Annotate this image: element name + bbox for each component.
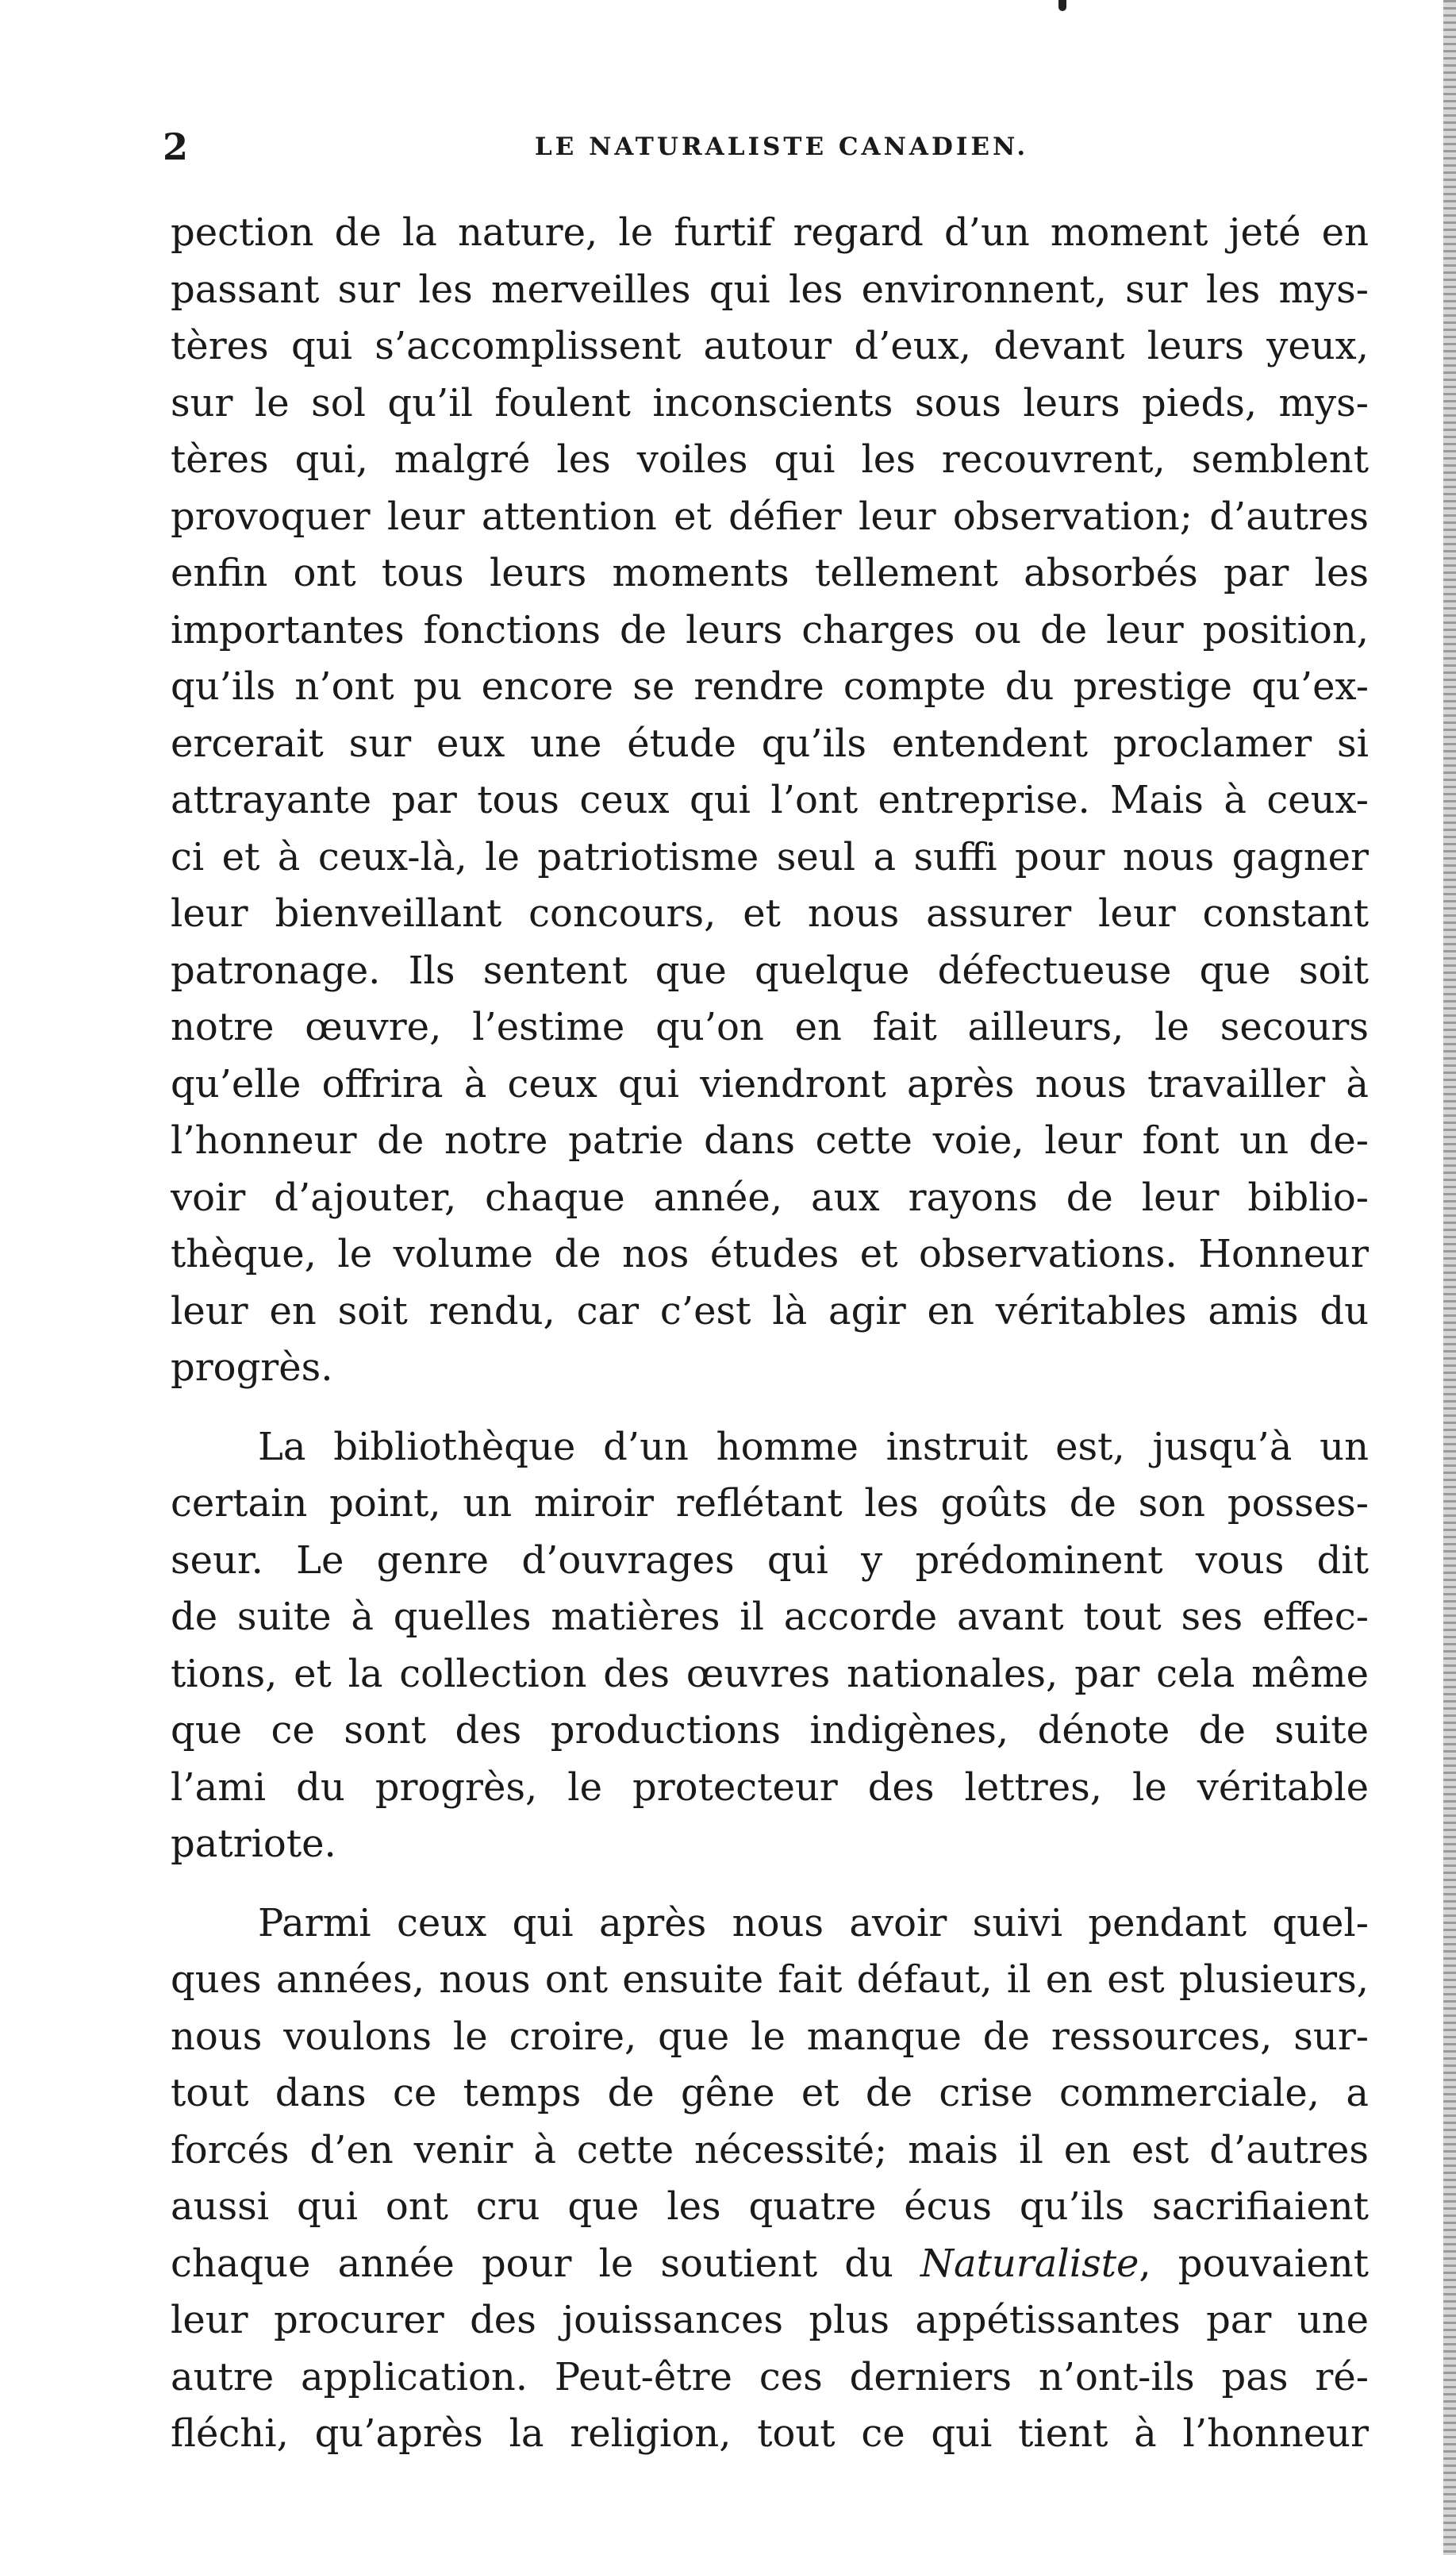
page-edge-shadow [1443,0,1456,2555]
page-header [163,119,1369,175]
paragraph [171,205,1369,1397]
text-line: leur bienveillant concours, et nous assurer leur constant [171,891,1369,936]
text-line: nous voulons le croire, que le manque de ressources, sur- [171,2014,1369,2059]
text-line: fléchi, qu’après la religion, tout ce qui tient à l’honneur [171,2411,1369,2456]
text-line: sur le sol qu’il foulent inconscients sous leurs pieds, mys- [171,380,1369,425]
paragraph [171,1419,1369,1873]
text-line: leur procurer des jouissances plus appétissantes par une [171,2298,1369,2342]
paragraph-gap [171,1397,1369,1419]
text-line: l’ami du progrès, le protecteur des lettres, le véritable [171,1764,1369,1810]
paragraph [171,1895,1369,2463]
text-line: autre application. Peut-être ces derniers n’ont-ils pas ré- [171,2354,1369,2399]
text-line: passant sur les merveilles qui les environnent, sur les mys- [171,267,1369,312]
text-line: tères qui s’accomplissent autour d’eux, devant leurs yeux, [171,324,1369,368]
text-line: leur en soit rendu, car c’est là agir en véritables amis du [171,1288,1369,1333]
text-line: Parmi ceux qui après nous avoir suivi pendant quel- [258,1900,1369,1945]
text-line: de suite à quelles matières il accorde avant tout ses effec- [171,1595,1369,1639]
text-line: ques années, nous ont ensuite fait défaut, il en est plusieurs, [171,1957,1369,2002]
text-line: attrayante par tous ceux qui l’ont entreprise. Mais à ceux- [171,778,1369,822]
text-line: tout dans ce temps de gêne et de crise commerciale, a [171,2071,1369,2115]
journal-title-italic: Naturaliste [920,2241,1139,2286]
text-line: ci et à ceux-là, le patriotisme seul a suffi pour nous gagner [171,834,1369,879]
text-line: voir d’ajouter, chaque année, aux rayons de leur biblio- [171,1175,1369,1220]
text-line: l’honneur de notre patrie dans cette voie, leur font un de- [171,1118,1369,1163]
text-line: La bibliothèque d’un homme instruit est, jusqu’à un [258,1424,1369,1469]
ink-speck [1058,0,1066,11]
text-line: patriote. [171,1822,336,1866]
text-line: enfin ont tous leurs moments tellement absorbés par les [171,551,1369,595]
text-line: ercerait sur eux une étude qu’ils entendent proclamer si [171,721,1369,766]
text-line: importantes fonctions de leurs charges ou de leur position, [171,607,1369,652]
text-line: aussi qui ont cru que les quatre écus qu’ils sacrifiaient [171,2184,1369,2229]
running-head: LE NATURALISTE CANADIEN. [534,133,1029,161]
text-line: thèque, le volume de nos études et observations. Honneur [171,1232,1369,1276]
text-line: provoquer leur attention et défier leur observation; d’autres [171,494,1369,539]
text-line: qu’elle offrira à ceux qui viendront après nous travailler à [171,1061,1369,1106]
text-line: seur. Le genre d’ouvrages qui y prédominent vous dit [171,1537,1369,1583]
text-line: certain point, un miroir reflétant les goûts de son posses- [171,1481,1369,1526]
body-text [171,205,1369,2463]
text-line: patronage. Ils sentent que quelque défectueuse que soit [171,948,1369,993]
text-line: chaque année pour le soutient du Naturaliste, pouvaient [171,2241,1370,2286]
text-line: tions, et la collection des œuvres nationales, par cela même [171,1651,1369,1696]
page-number: 2 [163,125,189,168]
text-line: forcés d’en venir à cette nécessité; mais il en est d’autres [171,2127,1369,2172]
text-line: que ce sont des productions indigènes, dénote de suite [171,1708,1369,1753]
paragraph-gap [171,1873,1369,1895]
text-line: tères qui, malgré les voiles qui les recouvrent, semblent [171,437,1369,482]
text-line: pection de la nature, le furtif regard d’un moment jeté en [171,210,1369,255]
text-line: qu’ils n’ont pu encore se rendre compte du prestige qu’ex- [171,664,1369,709]
text-line: progrès. [171,1345,333,1390]
text-line: notre œuvre, l’estime qu’on en fait ailleurs, le secours [171,1005,1369,1049]
